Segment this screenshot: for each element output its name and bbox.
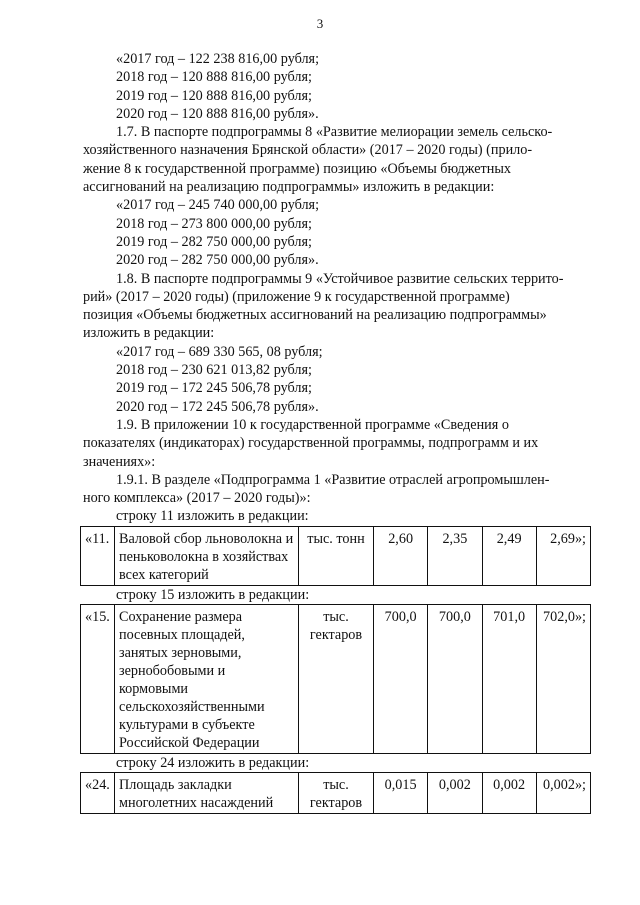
- text-line: 2020 год – 172 245 506,78 рубля».: [116, 398, 319, 415]
- row-number: «15.: [81, 605, 115, 754]
- text-line: жение 8 к государственной программе) позицию «Объемы бюджетных: [83, 160, 511, 177]
- page-number: 3: [316, 16, 324, 31]
- unit: тыс. гектаров: [299, 773, 374, 814]
- row24-label: строку 24 изложить в редакции:: [116, 755, 310, 772]
- value-2017: 700,0: [374, 605, 428, 754]
- text-line: 1.7. В паспорте подпрограммы 8 «Развитие мелиорации земель сельско-: [116, 124, 553, 141]
- unit: тыс. гектаров: [299, 605, 374, 754]
- text-line: 2020 год – 120 888 816,00 рубля».: [116, 105, 319, 122]
- value-2017: 2,60: [374, 526, 428, 585]
- value-2019: 2,49: [482, 526, 536, 585]
- row-number: «11.: [81, 526, 115, 585]
- text-line: изложить в редакции:: [83, 325, 215, 342]
- text-line: «2017 год – 689 330 565, 08 рубля;: [116, 343, 323, 360]
- row11-label: строку 11 изложить в редакции:: [116, 508, 309, 525]
- text-line: 2019 год – 172 245 506,78 рубля;: [116, 380, 312, 397]
- value-2017: 0,015: [374, 773, 428, 814]
- value-2020: 702,0»;: [536, 605, 590, 754]
- value-2019: 701,0: [482, 605, 536, 754]
- text-line: 1.9. В приложении 10 к государственной программе «Сведения о: [116, 416, 509, 433]
- text-line: 1.8. В паспорте подпрограммы 9 «Устойчивое развитие сельских террито-: [116, 270, 564, 287]
- value-2018: 2,35: [428, 526, 482, 585]
- row24-table: [80, 772, 591, 814]
- text-line: «2017 год – 245 740 000,00 рубля;: [116, 197, 320, 214]
- unit: тыс. тонн: [299, 526, 374, 585]
- text-line: ного комплекса» (2017 – 2020 годы)»:: [83, 490, 311, 507]
- value-2020: 0,002»;: [536, 773, 590, 814]
- value-2019: 0,002: [482, 773, 536, 814]
- text-line: 2018 год – 120 888 816,00 рубля;: [116, 69, 312, 86]
- indicator-name: Площадь закладки многолетних насаждений: [115, 773, 299, 814]
- value-2018: 0,002: [428, 773, 482, 814]
- document-body: [83, 50, 585, 814]
- text-line: 2018 год – 273 800 000,00 рубля;: [116, 215, 312, 232]
- row15-label: строку 15 изложить в редакции:: [116, 586, 310, 603]
- text-line: «2017 год – 122 238 816,00 рубля;: [116, 51, 320, 67]
- text-line: 2019 год – 282 750 000,00 рубля;: [116, 233, 312, 250]
- table-row: [81, 605, 591, 754]
- text-line: хозяйственного назначения Брянской области» (2017 – 2020 годы) (прило-: [83, 142, 533, 159]
- text-line: 1.9.1. В разделе «Подпрограмма 1 «Развитие отраслей агропромышлен-: [116, 471, 550, 488]
- text-line: позиция «Объемы бюджетных ассигнований на реализацию подпрограммы»: [83, 307, 547, 324]
- value-2020: 2,69»;: [536, 526, 590, 585]
- text-line: показателях (индикаторах) государственной программы, подпрограмм и их: [83, 435, 539, 452]
- row15-table: [80, 604, 591, 754]
- table-row: [81, 526, 591, 585]
- table-row: [81, 773, 591, 814]
- indicator-name: Валовой сбор льноволокна и пеньковолокна в хозяйствах всех категорий: [115, 526, 299, 585]
- indicator-name: Сохранение размера посевных площадей, занятых зерновыми, зернобобовыми и кормовыми сельскохозяйственными культурами в субъекте Российской Федерации: [115, 605, 299, 754]
- text-line: рий» (2017 – 2020 годы) (приложение 9 к государственной программе): [83, 288, 510, 305]
- text-line: 2020 год – 282 750 000,00 рубля».: [116, 252, 319, 269]
- row-number: «24.: [81, 773, 115, 814]
- text-line: значениях»:: [83, 453, 156, 470]
- row11-table: [80, 526, 591, 586]
- text-line: ассигнований на реализацию подпрограммы» изложить в редакции:: [83, 179, 495, 196]
- text-line: 2019 год – 120 888 816,00 рубля;: [116, 87, 312, 104]
- text-line: 2018 год – 230 621 013,82 рубля;: [116, 362, 312, 379]
- value-2018: 700,0: [428, 605, 482, 754]
